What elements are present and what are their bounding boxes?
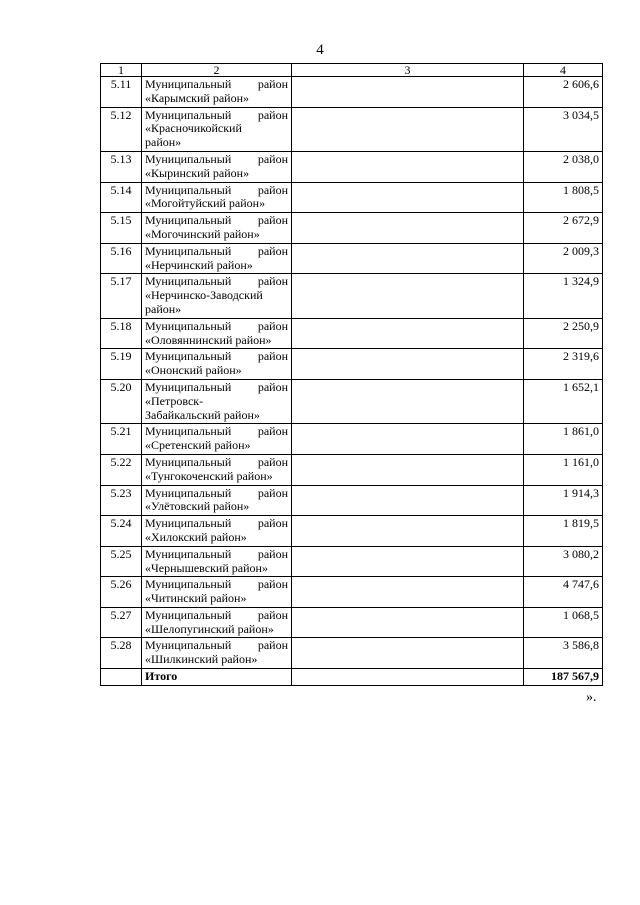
empty-cell: [101, 669, 142, 686]
district-name-line: «Тунгокоченский район»: [145, 468, 273, 483]
district-name: [142, 454, 292, 485]
district-name-line: «Могочинский район»: [145, 226, 260, 241]
empty-cell: [292, 516, 524, 547]
row-number: 5.11: [101, 77, 142, 108]
amount-cell: 1 324,9: [524, 274, 603, 318]
row-number: 5.23: [101, 485, 142, 516]
district-type-word: Муниципальный: [145, 577, 232, 592]
empty-cell: [292, 424, 524, 455]
row-number: 5.17: [101, 274, 142, 318]
total-row: [101, 669, 603, 686]
table-row: [101, 107, 603, 151]
district-type-word: район: [257, 607, 288, 622]
table-row: [101, 485, 603, 516]
amount-cell: 1 068,5: [524, 607, 603, 638]
district-name: [142, 577, 292, 608]
district-type-word: Муниципальный: [145, 274, 232, 289]
row-number: 5.24: [101, 516, 142, 547]
district-type-word: Муниципальный: [145, 318, 232, 333]
closing-quote-mark: ».: [586, 690, 597, 705]
amount-cell: 3 080,2: [524, 546, 603, 577]
allocation-table: [100, 63, 603, 686]
amount-cell: 2 606,6: [524, 77, 603, 108]
column-header: 4: [524, 64, 603, 77]
district-type-word: Муниципальный: [145, 349, 232, 364]
row-number: 5.22: [101, 454, 142, 485]
column-header: 2: [142, 64, 292, 77]
amount-cell: 1 861,0: [524, 424, 603, 455]
empty-cell: [292, 274, 524, 318]
table-row: [101, 77, 603, 108]
table-row: [101, 318, 603, 349]
table-row: [101, 454, 603, 485]
empty-cell: [292, 638, 524, 669]
empty-cell: [292, 77, 524, 108]
district-type-word: район: [257, 638, 288, 653]
district-name: [142, 607, 292, 638]
amount-cell: 4 747,6: [524, 577, 603, 608]
empty-cell: [292, 243, 524, 274]
district-type-word: район: [257, 77, 288, 91]
page-number: 4: [316, 42, 324, 58]
district-type-word: Муниципальный: [145, 77, 232, 91]
district-type-word: район: [257, 274, 288, 289]
district-name: [142, 546, 292, 577]
district-name-line: «Сретенский район»: [145, 438, 251, 453]
district-type-word: Муниципальный: [145, 546, 232, 561]
district-type-word: Муниципальный: [145, 516, 232, 531]
district-name-line: «Нерчинско-Заводский: [145, 288, 263, 303]
amount-cell: 2 038,0: [524, 151, 603, 182]
empty-cell: [292, 213, 524, 244]
district-name-line: «Оловяннинский район»: [145, 332, 272, 347]
district-name-line: «Улётовский район»: [145, 499, 250, 514]
table-row: [101, 274, 603, 318]
empty-cell: [292, 107, 524, 151]
district-name: [142, 274, 292, 318]
district-type-word: район: [257, 107, 288, 122]
district-type-word: район: [257, 379, 288, 394]
district-name-line: «Могойтуйский район»: [145, 196, 266, 211]
district-name: [142, 151, 292, 182]
district-type-word: район: [257, 485, 288, 500]
empty-cell: [292, 607, 524, 638]
empty-cell: [292, 349, 524, 380]
district-name: [142, 379, 292, 423]
amount-cell: 2 250,9: [524, 318, 603, 349]
district-name-line: «Шилкинский район»: [145, 652, 258, 667]
amount-cell: 1 652,1: [524, 379, 603, 423]
total-amount: 187 567,9: [524, 669, 603, 686]
table-row: [101, 213, 603, 244]
amount-cell: 2 319,6: [524, 349, 603, 380]
district-name-line: район»: [145, 135, 182, 150]
district-type-word: район: [257, 151, 288, 166]
row-number: 5.14: [101, 182, 142, 213]
row-number: 5.16: [101, 243, 142, 274]
district-type-word: район: [257, 213, 288, 228]
district-name: [142, 318, 292, 349]
district-type-word: Муниципальный: [145, 454, 232, 469]
amount-cell: 1 808,5: [524, 182, 603, 213]
district-type-word: Муниципальный: [145, 485, 232, 500]
district-name-line: район»: [145, 301, 182, 316]
district-name-line: «Нерчинский район»: [145, 257, 253, 272]
district-name: [142, 638, 292, 669]
district-type-word: район: [257, 182, 288, 197]
district-type-word: район: [257, 243, 288, 258]
district-name-line: «Петровск-: [145, 393, 204, 408]
table-row: [101, 243, 603, 274]
district-type-word: Муниципальный: [145, 107, 232, 122]
empty-cell: [292, 485, 524, 516]
table-row: [101, 516, 603, 547]
row-number: 5.26: [101, 577, 142, 608]
district-type-word: Муниципальный: [145, 243, 232, 258]
row-number: 5.21: [101, 424, 142, 455]
amount-cell: 2 672,9: [524, 213, 603, 244]
amount-cell: 1 914,3: [524, 485, 603, 516]
amount-cell: 3 034,5: [524, 107, 603, 151]
district-type-word: район: [257, 577, 288, 592]
district-name: [142, 107, 292, 151]
table-header-row: [101, 64, 603, 77]
district-type-word: Муниципальный: [145, 379, 232, 394]
row-number: 5.12: [101, 107, 142, 151]
district-type-word: район: [257, 454, 288, 469]
empty-cell: [292, 318, 524, 349]
row-number: 5.28: [101, 638, 142, 669]
district-name-line: «Шелопугинский район»: [145, 621, 274, 636]
district-type-word: район: [257, 318, 288, 333]
district-name-line: «Хилокский район»: [145, 529, 247, 544]
row-number: 5.18: [101, 318, 142, 349]
row-number: 5.15: [101, 213, 142, 244]
empty-cell: [292, 379, 524, 423]
column-header: 1: [101, 64, 142, 77]
district-type-word: район: [257, 546, 288, 561]
amount-cell: 2 009,3: [524, 243, 603, 274]
row-number: 5.13: [101, 151, 142, 182]
district-name: [142, 213, 292, 244]
empty-cell: [292, 546, 524, 577]
district-type-word: район: [257, 349, 288, 364]
amount-cell: 1 161,0: [524, 454, 603, 485]
district-type-word: район: [257, 424, 288, 439]
table-row: [101, 349, 603, 380]
table-row: [101, 577, 603, 608]
district-name-line: «Чернышевский район»: [145, 560, 268, 575]
district-type-word: район: [257, 516, 288, 531]
district-name-line: «Кыринский район»: [145, 165, 250, 180]
district-name-line: «Красночикойский: [145, 121, 242, 136]
column-header: 3: [292, 64, 524, 77]
district-name-line: «Ононский район»: [145, 363, 242, 378]
district-name: [142, 485, 292, 516]
table-row: [101, 182, 603, 213]
district-name: [142, 243, 292, 274]
table-row: [101, 151, 603, 182]
district-type-word: Муниципальный: [145, 424, 232, 439]
empty-cell: [292, 669, 524, 686]
table-row: [101, 424, 603, 455]
table-row: [101, 546, 603, 577]
row-number: 5.25: [101, 546, 142, 577]
row-number: 5.20: [101, 379, 142, 423]
district-name: [142, 77, 292, 108]
table-row: [101, 638, 603, 669]
district-type-word: Муниципальный: [145, 607, 232, 622]
amount-cell: 3 586,8: [524, 638, 603, 669]
empty-cell: [292, 577, 524, 608]
table-row: [101, 607, 603, 638]
empty-cell: [292, 182, 524, 213]
district-type-word: Муниципальный: [145, 182, 232, 197]
district-name: [142, 182, 292, 213]
district-type-word: Муниципальный: [145, 638, 232, 653]
district-name-line: Забайкальский район»: [145, 407, 260, 422]
table-row: [101, 379, 603, 423]
district-name: [142, 516, 292, 547]
district-type-word: Муниципальный: [145, 213, 232, 228]
district-name: [142, 349, 292, 380]
district-type-word: Муниципальный: [145, 151, 232, 166]
row-number: 5.19: [101, 349, 142, 380]
empty-cell: [292, 454, 524, 485]
amount-cell: 1 819,5: [524, 516, 603, 547]
row-number: 5.27: [101, 607, 142, 638]
empty-cell: [292, 151, 524, 182]
total-label: Итого: [142, 669, 292, 686]
district-name-line: «Карымский район»: [145, 90, 249, 105]
district-name: [142, 424, 292, 455]
district-name-line: «Читинский район»: [145, 591, 247, 606]
